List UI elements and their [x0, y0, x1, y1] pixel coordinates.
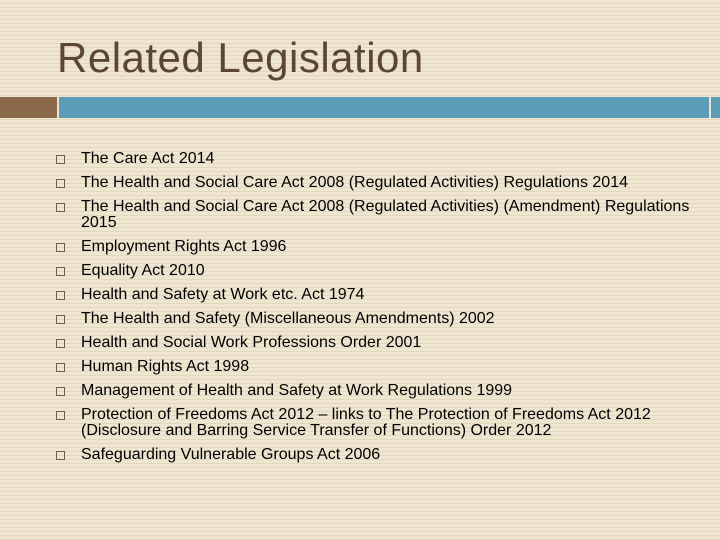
slide-title: Related Legislation	[57, 34, 424, 81]
list-item	[56, 447, 696, 463]
list-item-text: Equality Act 2010	[81, 262, 205, 279]
hollow-square-bullet-icon	[56, 267, 65, 276]
hollow-square-bullet-icon	[56, 203, 65, 212]
list-item	[56, 263, 696, 279]
hollow-square-bullet-icon	[56, 451, 65, 460]
legislation-list	[56, 151, 696, 471]
hollow-square-bullet-icon	[56, 315, 65, 324]
list-item-text: Protection of Freedoms Act 2012 – links to The Protection of Freedoms Act 2012 (Disclosure and Barring Service Transfer of Functions) Order 2012	[81, 406, 651, 439]
list-item	[56, 311, 696, 327]
list-item-text: Health and Safety at Work etc. Act 1974	[81, 286, 365, 303]
list-item	[56, 359, 696, 375]
list-item-text: The Health and Social Care Act 2008 (Regulated Activities) (Amendment) Regulations 2015	[81, 198, 690, 231]
hollow-square-bullet-icon	[56, 243, 65, 252]
hollow-square-bullet-icon	[56, 291, 65, 300]
title-accent-bar-end	[711, 97, 720, 118]
hollow-square-bullet-icon	[56, 155, 65, 164]
list-item	[56, 383, 696, 399]
hollow-square-bullet-icon	[56, 387, 65, 396]
list-item	[56, 287, 696, 303]
list-item	[56, 407, 696, 439]
list-item-text: Management of Health and Safety at Work Regulations 1999	[81, 382, 513, 399]
title-accent-bar-blue	[59, 97, 709, 118]
list-item	[56, 151, 696, 167]
list-item-text: The Health and Safety (Miscellaneous Amendments) 2002	[81, 310, 495, 327]
hollow-square-bullet-icon	[56, 179, 65, 188]
list-item-text: The Care Act 2014	[81, 150, 215, 167]
list-item-text: Human Rights Act 1998	[81, 358, 250, 375]
list-item-text: The Health and Social Care Act 2008 (Regulated Activities) Regulations 2014	[81, 174, 628, 191]
hollow-square-bullet-icon	[56, 339, 65, 348]
list-item	[56, 175, 696, 191]
hollow-square-bullet-icon	[56, 411, 65, 420]
title-accent-bar-brown	[0, 97, 57, 118]
list-item-text: Health and Social Work Professions Order 2001	[81, 334, 422, 351]
list-item	[56, 199, 696, 231]
list-item-text: Employment Rights Act 1996	[81, 238, 287, 255]
list-item-text: Safeguarding Vulnerable Groups Act 2006	[81, 446, 381, 463]
list-item	[56, 335, 696, 351]
list-item	[56, 239, 696, 255]
hollow-square-bullet-icon	[56, 363, 65, 372]
